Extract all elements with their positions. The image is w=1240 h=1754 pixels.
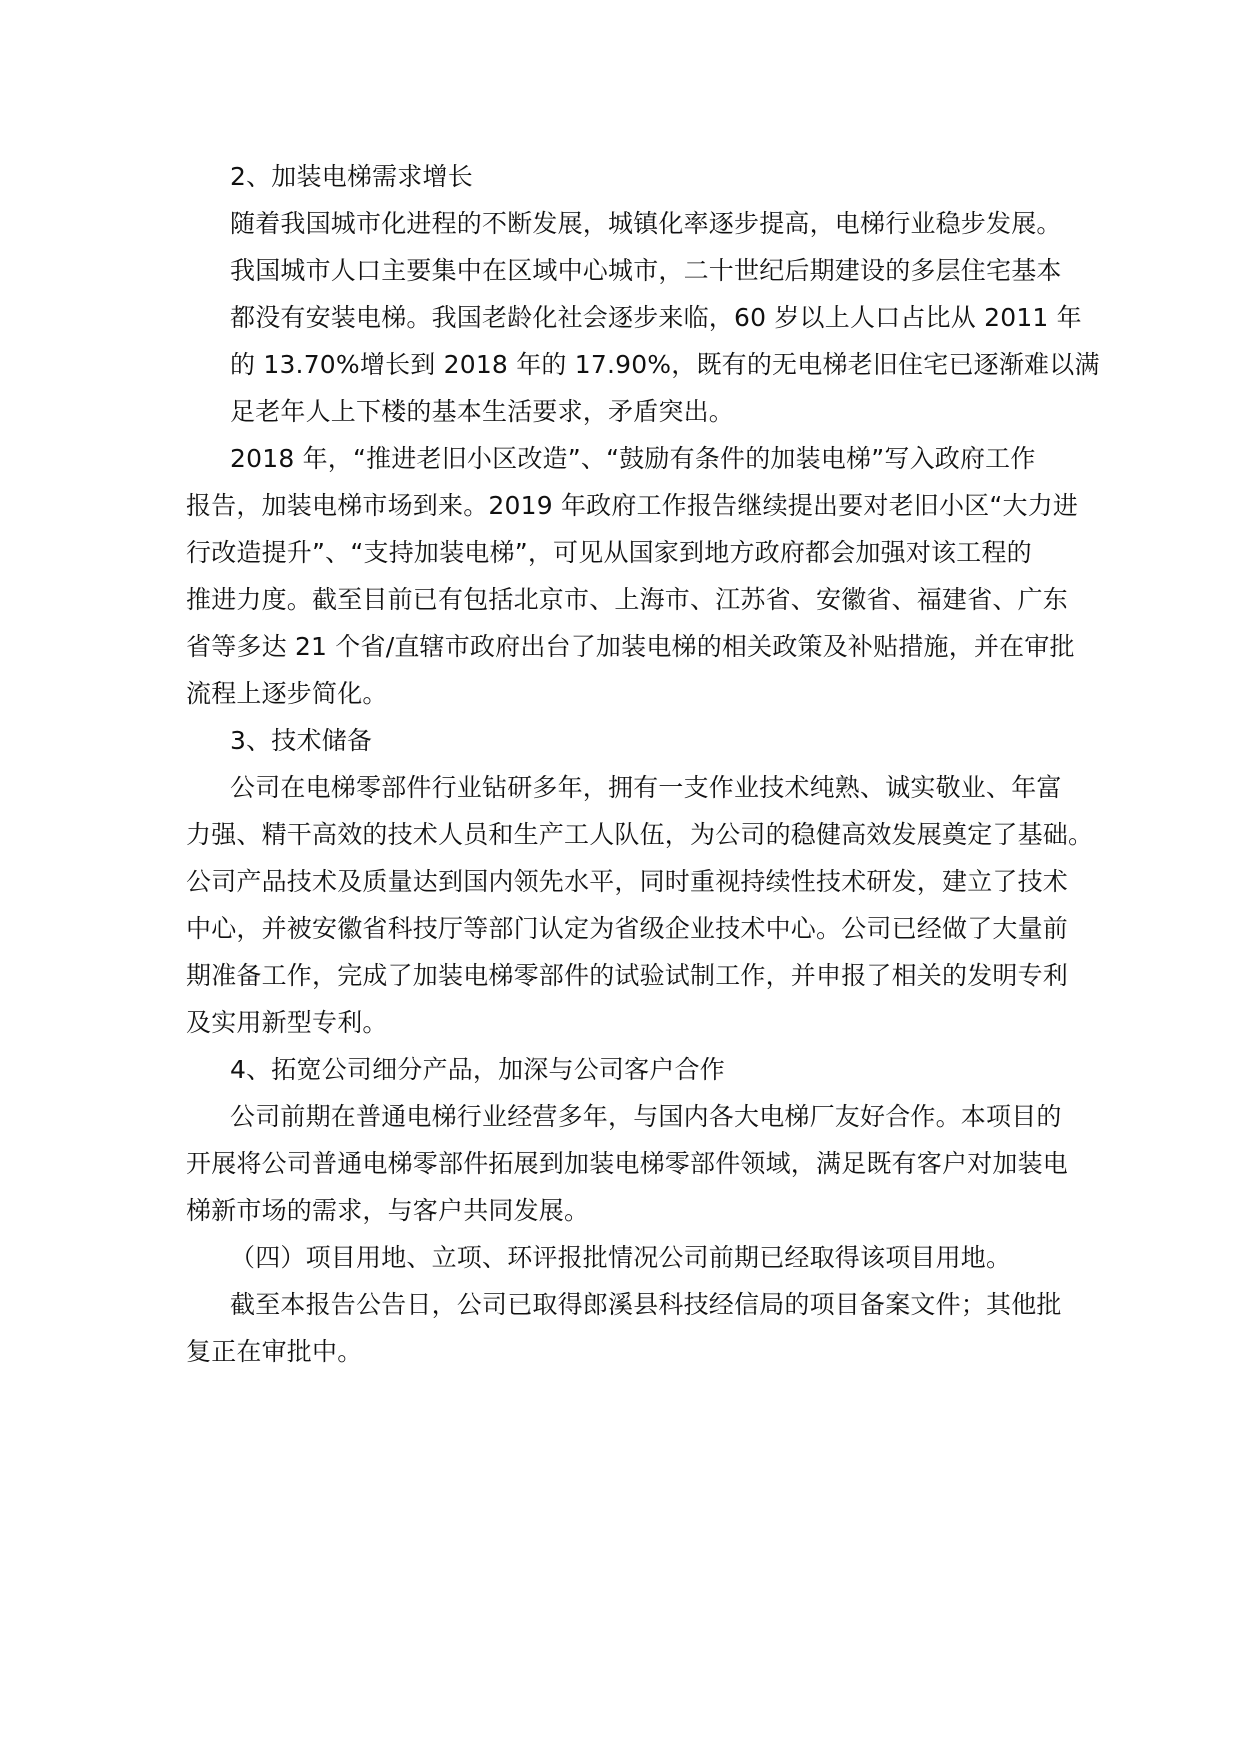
paragraph-line: 省等多达 21 个省/直辖市政府出台了加装电梯的相关政策及补贴措施，并在审批 bbox=[186, 632, 1075, 661]
paragraph-line: 公司产品技术及质量达到国内领先水平，同时重视持续性技术研发，建立了技术 bbox=[186, 867, 1069, 896]
paragraph-line: 复正在审批中。 bbox=[186, 1337, 363, 1366]
paragraph-line: 流程上逐步简化。 bbox=[186, 679, 388, 708]
section-heading: 4、拓宽公司细分产品，加深与公司客户合作 bbox=[230, 1055, 725, 1084]
paragraph-line: 2018 年，“推进老旧小区改造”、“鼓励有条件的加装电梯”写入政府工作 bbox=[230, 444, 1036, 473]
paragraph-line: 的 13.70%增长到 2018 年的 17.90%，既有的无电梯老旧住宅已逐渐难以满 bbox=[230, 350, 1100, 379]
paragraph-line: 中心，并被安徽省科技厅等部门认定为省级企业技术中心。公司已经做了大量前 bbox=[186, 914, 1069, 943]
paragraph-line: 随着我国城市化进程的不断发展，城镇化率逐步提高，电梯行业稳步发展。 bbox=[230, 209, 1062, 238]
paragraph-line: 公司前期在普通电梯行业经营多年，与国内各大电梯厂友好合作。本项目的 bbox=[230, 1102, 1062, 1131]
paragraph-line: 我国城市人口主要集中在区域中心城市，二十世纪后期建设的多层住宅基本 bbox=[230, 256, 1062, 285]
section-heading: （四）项目用地、立项、环评报批情况公司前期已经取得该项目用地。 bbox=[230, 1243, 1012, 1272]
paragraph-line: 报告，加装电梯市场到来。2019 年政府工作报告继续提出要对老旧小区“大力进 bbox=[186, 491, 1079, 520]
paragraph-line: 期准备工作，完成了加装电梯零部件的试验试制工作，并申报了相关的发明专利 bbox=[186, 961, 1069, 990]
paragraph-line: 开展将公司普通电梯零部件拓展到加装电梯零部件领域，满足既有客户对加装电 bbox=[186, 1149, 1069, 1178]
paragraph-line: 及实用新型专利。 bbox=[186, 1008, 388, 1037]
paragraph-line: 力强、精干高效的技术人员和生产工人队伍，为公司的稳健高效发展奠定了基础。 bbox=[186, 820, 1094, 849]
paragraph-line: 公司在电梯零部件行业钻研多年，拥有一支作业技术纯熟、诚实敬业、年富 bbox=[230, 773, 1062, 802]
paragraph-line: 足老年人上下楼的基本生活要求，矛盾突出。 bbox=[230, 397, 735, 426]
paragraph-line: 推进力度。截至目前已有包括北京市、上海市、江苏省、安徽省、福建省、广东 bbox=[186, 585, 1069, 614]
paragraph-line: 行改造提升”、“支持加装电梯”，可见从国家到地方政府都会加强对该工程的 bbox=[186, 538, 1032, 567]
paragraph-line: 都没有安装电梯。我国老龄化社会逐步来临，60 岁以上人口占比从 2011 年 bbox=[230, 303, 1082, 332]
section-heading: 3、技术储备 bbox=[230, 726, 373, 755]
paragraph-line: 截至本报告公告日，公司已取得郎溪县科技经信局的项目备案文件；其他批 bbox=[230, 1290, 1062, 1319]
paragraph-line: 梯新市场的需求，与客户共同发展。 bbox=[186, 1196, 590, 1225]
section-heading: 2、加装电梯需求增长 bbox=[230, 162, 473, 191]
